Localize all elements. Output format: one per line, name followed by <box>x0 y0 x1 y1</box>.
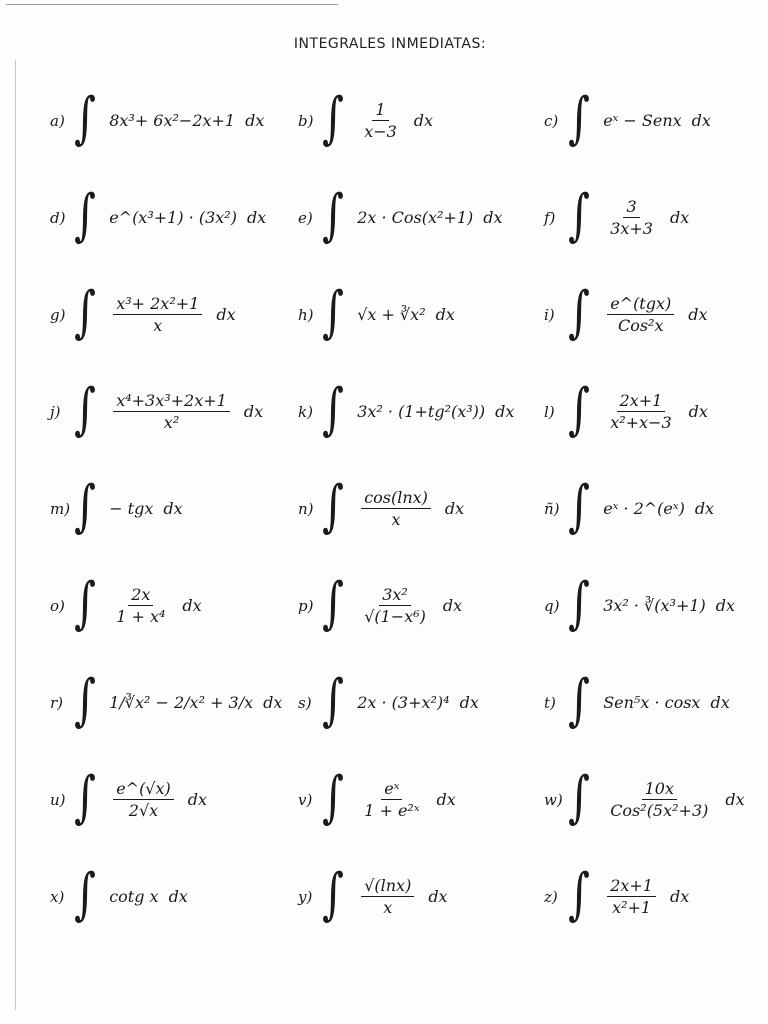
integral-item <box>298 557 544 654</box>
denominator: x²+1 <box>612 898 652 917</box>
integrand <box>357 693 479 712</box>
integral-label: y) <box>298 887 313 906</box>
integrand <box>603 294 707 335</box>
integral-item <box>544 363 750 460</box>
integrand <box>357 305 455 324</box>
differential: dx <box>444 499 465 518</box>
integrand <box>603 779 744 820</box>
differential: dx <box>435 305 455 324</box>
integrand <box>357 585 462 626</box>
integrand-expression: 3x² · ∛(x³+1) <box>603 596 706 615</box>
numerator: 3 <box>623 197 639 218</box>
page-title: INTEGRALES INMEDIATAS: <box>293 36 487 52</box>
integral-item <box>50 363 298 460</box>
differential: dx <box>495 402 515 421</box>
integral-label: o) <box>50 596 65 615</box>
integral-item <box>544 557 750 654</box>
integral-sign-icon: ∫ <box>74 667 96 733</box>
differential: dx <box>715 596 736 615</box>
integrand-expression: 2x · Cos(x²+1) <box>357 208 474 227</box>
integral-item <box>544 72 750 169</box>
integral-sign-icon: ∫ <box>568 667 590 733</box>
integrand <box>603 197 689 238</box>
differential: dx <box>182 596 202 615</box>
integrand-expression: eˣ − Senx <box>603 111 682 130</box>
numerator: 10x <box>642 779 677 800</box>
integral-label: c) <box>544 111 559 130</box>
numerator: x³+ 2x²+1 <box>113 294 202 315</box>
integrand <box>357 779 456 820</box>
integrand-expression: eˣ · 2^(eˣ) <box>603 499 685 518</box>
integral-sign-icon: ∫ <box>322 85 344 151</box>
integrand <box>603 111 711 130</box>
integrand <box>603 499 714 518</box>
integral-item <box>544 169 750 266</box>
fraction <box>607 391 674 432</box>
integral-sign-icon: ∫ <box>568 85 590 151</box>
integral-label: j) <box>50 402 61 421</box>
fraction <box>607 876 656 917</box>
differential: dx <box>413 111 434 130</box>
differential: dx <box>243 402 264 421</box>
integrand <box>109 585 201 626</box>
integral-item <box>544 266 750 363</box>
integral-sign-icon: ∫ <box>74 473 96 539</box>
integrand-expression: cotg x <box>109 887 159 906</box>
integrand-expression: − tgx <box>109 499 154 518</box>
integral-sign-icon: ∫ <box>568 182 590 248</box>
integral-label: t) <box>544 693 556 712</box>
differential: dx <box>688 305 708 324</box>
integral-label: v) <box>298 790 313 809</box>
integrand <box>109 111 264 130</box>
denominator: Cos²(5x²+3) <box>610 801 709 820</box>
integrand <box>109 693 282 712</box>
differential: dx <box>187 790 208 809</box>
integral-label: s) <box>298 693 312 712</box>
differential: dx <box>442 596 463 615</box>
integral-label: p) <box>298 596 314 615</box>
integral-item <box>50 169 298 266</box>
integrand <box>109 887 188 906</box>
integrand <box>109 208 266 227</box>
differential: dx <box>436 790 456 809</box>
numerator: x⁴+3x³+2x+1 <box>113 391 230 412</box>
integrand <box>357 488 464 529</box>
integral-sign-icon: ∫ <box>74 861 96 927</box>
differential: dx <box>688 402 708 421</box>
fraction <box>361 876 414 917</box>
differential: dx <box>710 693 730 712</box>
integral-item <box>50 460 298 557</box>
differential: dx <box>216 305 236 324</box>
differential: dx <box>694 499 715 518</box>
integral-item <box>50 72 298 169</box>
numerator: 2x <box>128 585 153 606</box>
integrand-expression: √x + ∛x² <box>357 305 426 324</box>
integral-label: l) <box>544 402 555 421</box>
differential: dx <box>263 693 283 712</box>
integrand <box>357 402 514 421</box>
integrand <box>603 876 689 917</box>
integral-item <box>298 460 544 557</box>
differential: dx <box>691 111 711 130</box>
integral-item <box>298 266 544 363</box>
integrand-expression: 3x² · (1+tg²(x³)) <box>357 402 486 421</box>
integrand-expression: 2x · (3+x²)⁴ <box>357 693 450 712</box>
integral-sign-icon: ∫ <box>74 182 96 248</box>
integral-label: b) <box>298 111 314 130</box>
integral-item <box>544 654 750 751</box>
integrand <box>357 876 447 917</box>
fraction <box>113 585 168 626</box>
numerator: 2x+1 <box>607 876 656 897</box>
integral-label: d) <box>50 208 66 227</box>
integral-sign-icon: ∫ <box>568 473 590 539</box>
integrand <box>357 208 502 227</box>
integral-label: i) <box>544 305 555 324</box>
denominator: 2√x <box>128 801 159 820</box>
integral-label: m) <box>50 499 71 518</box>
integral-sign-icon: ∫ <box>568 279 590 345</box>
fraction <box>361 585 429 626</box>
integral-label: n) <box>298 499 314 518</box>
integrand <box>109 499 182 518</box>
differential: dx <box>725 790 745 809</box>
integral-sign-icon: ∫ <box>322 182 344 248</box>
fraction <box>607 197 656 238</box>
integral-item <box>50 654 298 751</box>
integral-label: x) <box>50 887 65 906</box>
integral-sign-icon: ∫ <box>568 861 590 927</box>
integral-sign-icon: ∫ <box>322 764 344 830</box>
differential: dx <box>246 208 267 227</box>
integral-item <box>50 751 298 848</box>
integrand-expression: 1/∛x² − 2/x² + 3/x <box>109 693 254 712</box>
integral-sign-icon: ∫ <box>74 85 96 151</box>
fraction <box>607 294 674 335</box>
integrand <box>603 693 730 712</box>
integrand <box>603 391 708 432</box>
integral-sign-icon: ∫ <box>322 473 344 539</box>
integral-label: q) <box>544 596 560 615</box>
denominator: 1 + x⁴ <box>116 607 166 626</box>
integrand-expression: 8x³+ 6x²−2x+1 <box>109 111 236 130</box>
differential: dx <box>483 208 503 227</box>
integral-label: r) <box>50 693 64 712</box>
integral-sign-icon: ∫ <box>74 279 96 345</box>
integral-sign-icon: ∫ <box>568 376 590 442</box>
integral-label: w) <box>544 790 563 809</box>
integral-label: a) <box>50 111 65 130</box>
denominator: 3x+3 <box>610 219 653 238</box>
integral-sign-icon: ∫ <box>74 376 96 442</box>
integral-item <box>298 654 544 751</box>
fraction <box>361 488 431 529</box>
integral-sign-icon: ∫ <box>322 667 344 733</box>
integral-sign-icon: ∫ <box>322 861 344 927</box>
fraction <box>361 779 422 820</box>
integral-label: k) <box>298 402 313 421</box>
denominator: x <box>391 510 401 529</box>
integral-label: h) <box>298 305 314 324</box>
integral-label: e) <box>298 208 313 227</box>
integral-item <box>544 460 750 557</box>
integrals-grid <box>50 72 750 945</box>
integrand <box>357 100 433 141</box>
numerator: 2x+1 <box>617 391 666 412</box>
denominator: x²+x−3 <box>610 413 672 432</box>
integral-item <box>298 363 544 460</box>
integrand <box>603 596 735 615</box>
integral-item <box>298 72 544 169</box>
integrand <box>109 391 263 432</box>
fraction <box>361 100 400 141</box>
denominator: x <box>153 316 163 335</box>
integral-item <box>298 751 544 848</box>
integral-sign-icon: ∫ <box>568 764 590 830</box>
differential: dx <box>428 887 448 906</box>
integral-item <box>298 848 544 945</box>
integral-sign-icon: ∫ <box>568 570 590 636</box>
top-rule <box>6 4 338 5</box>
left-margin-rule <box>15 60 16 1010</box>
integrand <box>109 779 207 820</box>
fraction <box>113 294 202 335</box>
integral-sign-icon: ∫ <box>322 279 344 345</box>
numerator: e^(tgx) <box>607 294 674 315</box>
denominator: 1 + e²ˣ <box>364 801 420 820</box>
denominator: √(1−x⁶) <box>364 607 426 626</box>
numerator: eˣ <box>381 779 402 800</box>
integral-label: f) <box>544 208 556 227</box>
numerator: cos(lnx) <box>361 488 431 509</box>
integrand <box>109 294 235 335</box>
denominator: x² <box>163 413 180 432</box>
integral-label: u) <box>50 790 66 809</box>
fraction <box>113 391 230 432</box>
integral-label: g) <box>50 305 66 324</box>
integral-sign-icon: ∫ <box>74 570 96 636</box>
numerator: e^(√x) <box>113 779 174 800</box>
differential: dx <box>459 693 479 712</box>
integral-item <box>50 266 298 363</box>
differential: dx <box>669 887 690 906</box>
integral-sign-icon: ∫ <box>74 764 96 830</box>
denominator: x <box>383 898 393 917</box>
integrand-expression: e^(x³+1) · (3x²) <box>109 208 237 227</box>
numerator: 3x² <box>379 585 411 606</box>
integral-item <box>544 751 750 848</box>
fraction <box>113 779 174 820</box>
integral-sign-icon: ∫ <box>322 570 344 636</box>
differential: dx <box>168 887 188 906</box>
denominator: Cos²x <box>617 316 664 335</box>
denominator: x−3 <box>364 122 397 141</box>
differential: dx <box>245 111 265 130</box>
integral-item <box>50 848 298 945</box>
integral-item <box>50 557 298 654</box>
integrand-expression: Sen⁵x · cosx <box>603 693 701 712</box>
numerator: √(lnx) <box>361 876 414 897</box>
integral-item <box>544 848 750 945</box>
numerator: 1 <box>372 100 388 121</box>
integral-label: ñ) <box>544 499 560 518</box>
differential: dx <box>163 499 183 518</box>
integral-label: z) <box>544 887 558 906</box>
integral-item <box>298 169 544 266</box>
fraction <box>607 779 711 820</box>
integral-sign-icon: ∫ <box>322 376 344 442</box>
differential: dx <box>669 208 690 227</box>
